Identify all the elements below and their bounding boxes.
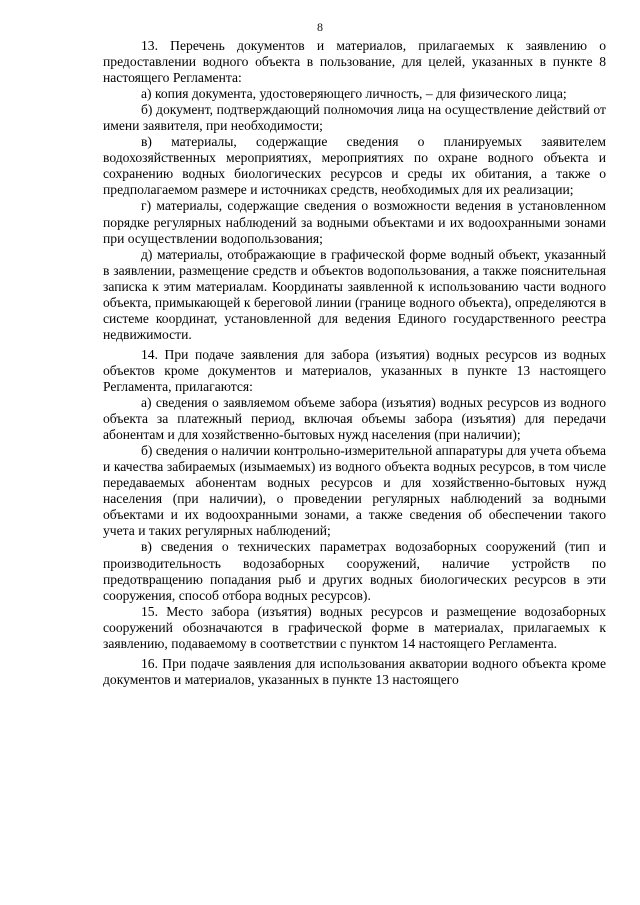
paragraph-16: 16. При подаче заявления для использования акватории водного объекта кроме документов и материалов, указанных в пункте 13 настоящего (103, 655, 606, 687)
paragraph-14: 14. При подаче заявления для забора (изъятия) водных ресурсов из водных объектов кроме документов и материалов, указанных в пункте 13 настоящего Регламента, прилагаются: (103, 346, 606, 394)
paragraph-13: 13. Перечень документов и материалов, прилагаемых к заявлению о предоставлении водного объекта в пользование, для целей, указанных в пункте 8 настоящего Регламента: (103, 38, 606, 86)
paragraph-13-g: г) материалы, содержащие сведения о возможности ведения в установленном порядке регулярных наблюдений за водными объектами и их водоохранными зонами при осуществлении водопользования; (103, 198, 606, 246)
page-number: 8 (317, 20, 323, 34)
paragraph-13-d: д) материалы, отображающие в графической форме водный объект, указанный в заявлении, размещение средств и объектов водопользования, а также пояснительная записка к этим материалам. Координаты заявленной к использованию части водного объекта, примыкающей к береговой линии (границе водного объекта), определяются в системе координат, установленной для ведения Единого государственного реестра недвижимости. (103, 246, 606, 342)
paragraph-14-b: б) сведения о наличии контрольно-измерительной аппаратуры для учета объема и качества забираемых (изымаемых) из водного объекта водных ресурсов, в том числе передаваемых абонентам водных ресурсов и для хозяйственно-бытовых нужд населения (при наличии), о проведении регулярных наблюдений за водными объектами и их водоохранными зонами, а также сведения об обеспечении такого учета и таких регулярных наблюдений; (103, 443, 606, 539)
paragraph-13-v: в) материалы, содержащие сведения о планируемых заявителем водохозяйственных мероприятиях, мероприятиях по охране водного объекта и сохранению водных биологических ресурсов и среды их обитания, а также о предполагаемом размере и источниках средств, необходимых для их реализации; (103, 134, 606, 198)
paragraph-14-a: а) сведения о заявляемом объеме забора (изъятия) водных ресурсов из водного объекта за платежный период, включая объемы забора (изъятия) для передачи абонентам и для хозяйственно-бытовых нужд населения (при наличии); (103, 395, 606, 443)
paragraph-14-v: в) сведения о технических параметрах водозаборных сооружений (тип и производительность водозаборных сооружений, наличие устройств по предотвращению попадания рыб и других водных биологических ресурсов в эти сооружения, способ отбора водных ресурсов). (103, 539, 606, 603)
paragraph-15: 15. Место забора (изъятия) водных ресурсов и размещение водозаборных сооружений обозначаются в графической форме в материалах, прилагаемых к заявлению, подаваемому в соответствии с пунктом 14 настоящего Регламента. (103, 603, 606, 651)
document-body (103, 38, 606, 688)
paragraph-13-a: а) копия документа, удостоверяющего личность, – для физического лица; (141, 86, 567, 102)
paragraph-13-b: б) документ, подтверждающий полномочия лица на осуществление действий от имени заявителя, при необходимости; (103, 102, 606, 134)
